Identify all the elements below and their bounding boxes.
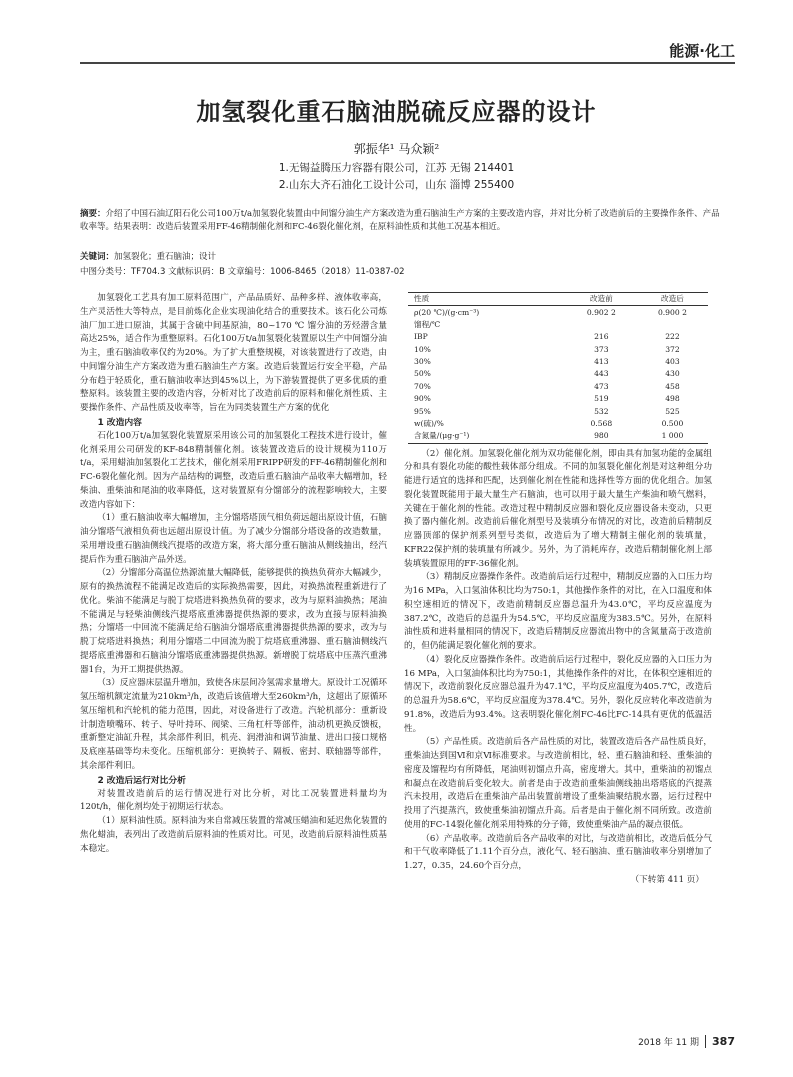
table-cell: 403 — [665, 357, 680, 367]
table-row — [408, 306, 708, 319]
table-cell: 532 — [594, 406, 609, 416]
paragraph: （1）原料油性质。原料油为来自常减压装置的常减压蜡油和延迟焦化装置的焦化蜡油，表列出了改造前后原料油的性质对比。可见，改造前后原料油性质基本稳定。 — [80, 816, 387, 854]
table-row — [408, 393, 708, 405]
table-row — [408, 344, 708, 356]
continued-note: （下转第 411 页） — [630, 874, 704, 885]
table-row — [408, 319, 708, 331]
table-cell: 50% — [414, 369, 431, 379]
affiliation-2: 2.山东大齐石油化工设计公司，山东 淄博 255400 — [278, 179, 515, 191]
table-body — [408, 306, 708, 443]
paragraph: （4）裂化反应器操作条件。改造前后运行过程中，裂化反应器的入口压力为16 MPa，入口氢油体积比均为750:1，其他操作条件的对比，在体积空速相近的情况下，改造前裂化反应器总温升为47.1℃，平均反应温度为405.7℃，改造后的总温升为58.6℃，平均反应温度为378.4℃。另外，裂化反应转化率改造前为91.8%，改造后为93.4%。这表明裂化催化剂FC-46比FC-14具有更优的低温活性。 — [404, 654, 712, 734]
paragraph: （3）精制反应器操作条件。改造前后运行过程中，精制反应器的入口压力均为16 MPa，入口氢油体积比均为750:1，其他操作条件的对比，在入口温度和体积空速相近的情况下，改造前精制反应器总温升为43.0℃，平均反应温度为387.2℃，改造后的总温升为54.5℃，平均反应温度为383.5℃。另外，在原料油性质和进料量相同的情况下，改造后精制反应器流出物中的含氮量高于改造前的，但仍能满足裂化催化剂的要求。 — [404, 572, 712, 652]
table-row — [408, 406, 708, 418]
table-cell — [637, 319, 708, 331]
table-cell: 430 — [665, 369, 680, 379]
paragraph: 对装置改造前后的运行情况进行对比分析，对比工况装置进料量均为120t/h，催化剂均处于初期运行状态。 — [80, 788, 387, 813]
keywords-text: 加氢裂化；重石脑油；设计 — [114, 252, 217, 262]
table-cell: 372 — [665, 344, 680, 354]
table-cell: 馏程/℃ — [414, 319, 441, 329]
section-heading-1: 1 改造内容 — [97, 417, 142, 428]
table-cell: 498 — [665, 394, 680, 404]
table-cell: 413 — [594, 357, 609, 367]
table-cell — [566, 319, 637, 331]
section-heading-2: 2 改造后运行对比分析 — [97, 775, 186, 786]
table-cell: 95% — [414, 406, 431, 416]
table-header: 性质 — [408, 293, 566, 306]
table-row — [408, 331, 708, 343]
paragraph: （6）产品收率。改造前后各产品收率的对比，与改造前相比，改造后低分气和干气收率降低了1.11个百分点，液化气、轻石脑油、重石脑油收率分别增加了1.27，0.35，24.60个百分点， — [404, 833, 712, 872]
table-cell: 70% — [414, 381, 431, 391]
table-cell: 1 000 — [637, 430, 708, 443]
abstract-label: 摘要： — [80, 209, 106, 219]
abstract — [80, 208, 720, 234]
table-cell: ρ(20 ℃)/(g·cm⁻³) — [414, 307, 480, 317]
table-row — [408, 356, 708, 368]
left-column — [80, 292, 387, 856]
paper-title: 加氢裂化重石脑油脱硫反应器的设计 — [196, 98, 597, 126]
table-cell: 0.902 2 — [586, 307, 616, 317]
paragraph: （5）产品性质。改造前后各产品性质的对比，装置改造后各产品性质良好，重柴油达到国Ⅵ和京Ⅵ标准要求。与改造前相比，轻、重石脑油和轻、重柴油的密度及馏程均有所降低，尾油则初馏点升高，密度增大。其中，重柴油的初馏点和凝点在改造前后变化较大。前者是由于改造前重柴油侧线抽出塔塔底的汽提蒸汽未投用，改造后在重柴油产品出装置前增设了重柴油聚结脱水器，运行过程中投用了汽提蒸汽，致使重柴油初馏点升高。后者是由于催化剂不同所致。改造前使用的FC-14裂化催化剂采用特殊的分子筛，致使重柴油产品的凝点很低。 — [404, 737, 712, 830]
table-row — [408, 368, 708, 380]
page-footer — [638, 1035, 735, 1048]
paragraph: （2）催化剂。加氢裂化催化剂为双功能催化剂，即由具有加氢功能的金属组分和具有裂化功能的酸性载体部分组成。不同的加氢裂化催化剂是对这种组分功能进行适宜的选择和匹配，达到催化剂在性能和选择性等方面的优化组合。加氢裂化装置既能用于最大量生产石脑油，也可以用于最大量生产柴油和喷气燃料，关键在于催化剂的性能。改造过程中精制反应器和裂化反应器设备未变动，只更换了器内催化剂。改造前后催化剂型号及装填分布情况的对比，改造前后精制反应器顶部的保护剂系列型号类似，改造后为了增大精制主催化剂的装填量，KFR22保护剂的装填量有所减少。另外，为了消耗库存，改造后精制催化剂上部装填装置原用的FF-36催化剂。 — [404, 448, 712, 569]
table-header: 改造后 — [637, 293, 708, 306]
table-cell: 216 — [594, 332, 609, 342]
table-cell: 373 — [594, 344, 609, 354]
page-number: 387 — [705, 1035, 735, 1048]
table-cell: 0.900 2 — [657, 307, 687, 317]
top-rule — [80, 62, 735, 64]
section-tag: 能源·化工 — [669, 42, 735, 60]
table-cell: 0.568 — [590, 419, 613, 429]
table-cell: 90% — [414, 394, 431, 404]
table-row — [408, 418, 708, 430]
table-cell: IBP — [414, 332, 428, 342]
table-cell: 222 — [665, 332, 680, 342]
table-cell: 443 — [594, 369, 609, 379]
table-cell: 含氮量/(μg·g⁻¹) — [408, 430, 566, 443]
affiliation-1: 1.无锡益腾压力容器有限公司，江苏 无锡 214401 — [278, 162, 515, 174]
table-cell: 525 — [665, 406, 680, 416]
abstract-text: 介绍了中国石油辽阳石化公司100万t/a加氢裂化装置由中间馏分油生产方案改造为重石脑油生产方案的主要改造内容，并对比分析了改造前后的主要操作条件、产品收率等。结果表明：改造后装置采用FF-46精制催化剂和FC-46裂化催化剂，在原料油性质和其他工况基本相近。 — [80, 209, 720, 233]
table-header: 改造前 — [566, 293, 637, 306]
classification: 中图分类号：TF704.3 文献标识码：B 文章编号：1006-8465（2018）11-0387-02 — [80, 267, 405, 277]
table-cell: 10% — [414, 344, 431, 354]
authors: 郭振华¹ 马众颖² — [353, 142, 440, 156]
table-row — [408, 430, 708, 443]
table-cell: 473 — [594, 381, 609, 391]
intro-paragraph: 加氢裂化工艺具有加工原料范围广，产品品质好、品种多样、液体收率高，生产灵活性大等特点，是目前炼化企业实现油化结合的重要技术。该石化公司炼油厂加工进口原油，其属于含硫中间基原油，80~170 ℃ 馏分油的芳烃潜含量高达25%，适合作为重整原料。石化100万t/a加氢裂化装置原以生产中间馏分油为主，重石脑油收率仅约为20%。为了扩大重整规模，对该装置进行了改造，由中间馏分油生产方案改造为重石脑油生产方案。改造后装置运行安全平稳，产品分布趋于轻质化，重石脑油收率达到45%以上，为下游装置提供了更多优质的重整原料。该装置主要的改造内容，分析对比了改造前后的原料和催化剂性质、主要操作条件、产品性质及收率等，旨在为同类装置生产方案的优化 — [80, 293, 387, 413]
keywords — [80, 250, 720, 262]
right-column — [404, 292, 712, 888]
table-row — [408, 381, 708, 393]
table-cell: 519 — [594, 394, 609, 404]
issue-label: 2018 年 11 期 — [638, 1038, 700, 1048]
table-cell: 30% — [414, 357, 431, 367]
paragraph: （3）反应器床层温升增加，致使各床层间冷氢需求量增大。原设计工况循环氢压缩机额定流量为210km³/h，改造后该值增大至260km³/h，这超出了原循环氢压缩机和汽轮机的能力范围，因此，对设备进行了改造。汽轮机部分：重新设计制造喷嘴环、转子、导叶持环、阀梁、三角杠杆等部件，油动机更换反馈板，重新整定油缸升程，其余部件利旧，机壳、润滑油和调节油量、进出口接口规格及底座基础等均未变化。压缩机部分：更换转子、隔板、密封、联轴器等部件，其余部件利旧。 — [80, 678, 387, 771]
table-cell: w(硫)/% — [414, 419, 444, 429]
property-table — [408, 292, 708, 444]
paragraph: （2）分馏部分高温位热源流量大幅降低，能够提供的换热负荷亦大幅减少，原有的换热流程不能满足改造后的实际换热需要，因此，对换热流程重新进行了优化。柴油不能满足与脱丁烷塔进料换热负荷的要求，改为与原料油换热；尾油不能满足与轻柴油侧线汽提塔底重沸器提供热源的要求，改为直接与原料油换热；分馏塔一中回流不能满足给石脑油分馏塔底重沸器提供热源的要求，改为与脱丁烷塔进料换热；利用分馏塔二中回流为脱丁烷塔底重沸器、重石脑油侧线汽提塔底重沸器和石脑油分馏塔底重沸器提供热源。新增脱丁烷塔底中压蒸汽重沸器1台，为开工期提供热源。 — [80, 568, 387, 675]
table-cell: 458 — [665, 381, 680, 391]
keywords-label: 关键词： — [80, 252, 115, 262]
paragraph: 石化100万t/a加氢裂化装置原采用该公司的加氢裂化工程技术进行设计，催化剂采用公司研发的KF-848精制催化剂。该装置改造后的设计规模为110万t/a，采用蜡油加氢裂化工艺技术，催化剂采用FRIPP研发的FF-46精制催化剂和FC-6裂化催化剂。因为产品结构的调整，改造后重石脑油产品收率大幅增加，轻柴油、重柴油和尾油的收率降低，这对装置原有分馏部分的流程影响较大，主要改造内容如下： — [80, 430, 387, 510]
table-header-row — [408, 293, 708, 306]
table-cell: 0.500 — [661, 419, 684, 429]
table-cell: 980 — [566, 430, 637, 443]
paragraph: （1）重石脑油收率大幅增加，主分馏塔塔顶气相负荷远超出原设计值，石脑油分馏塔气液相负荷也远超出原设计值。为了减少分馏部分塔设备的改造数量，采用增设重石脑油侧线汽提塔的改造方案，将大部分重石脑油从侧线抽出，经汽提后作为重石脑油产品外送。 — [80, 513, 387, 565]
